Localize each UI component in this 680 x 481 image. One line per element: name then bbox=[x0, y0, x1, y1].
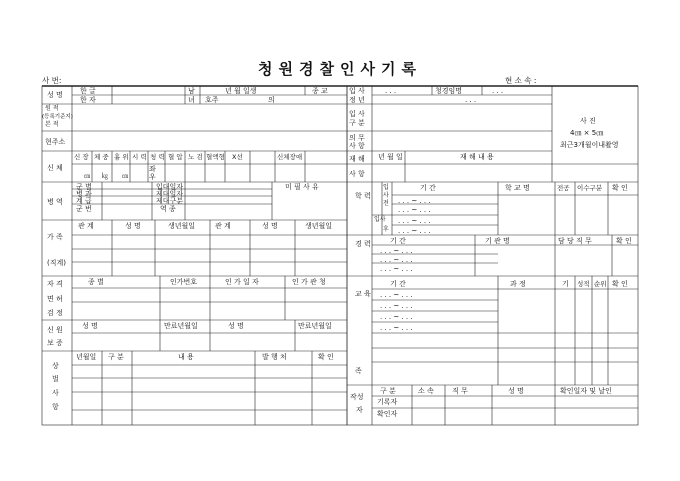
body-col-height: 신 장 bbox=[74, 153, 89, 161]
body-col-urine: 노 검 bbox=[188, 153, 203, 161]
unit-cm: ㎝ bbox=[84, 173, 91, 180]
edu-side-2: 사 bbox=[383, 192, 389, 199]
body-col-disability: 신체장애 bbox=[277, 153, 303, 161]
license-col-office: 인 가 관 청 bbox=[292, 278, 326, 286]
family-head-label: 호주 bbox=[205, 96, 219, 104]
writer-col-name: 성 명 bbox=[508, 387, 524, 395]
eye-right: 우 bbox=[149, 173, 156, 181]
writer-row-recorder: 기록자 bbox=[377, 398, 398, 406]
family-label: 가 족 bbox=[47, 233, 63, 241]
unit-kg: ㎏ bbox=[102, 173, 109, 180]
photo-size: 4㎝ × 5㎝ bbox=[570, 129, 604, 137]
career-label-1: 경 력 bbox=[355, 240, 371, 248]
family-col-relation-2: 관 계 bbox=[215, 222, 231, 230]
military-branch: 군 별 bbox=[76, 183, 92, 191]
training-dots-4: . . . ~ . . . bbox=[380, 324, 413, 332]
hire-date-label: 입 사 bbox=[349, 87, 365, 95]
license-label-2: 면 허 bbox=[47, 295, 63, 303]
body-col-bp: 혈 압 bbox=[168, 153, 183, 161]
military-label: 병 역 bbox=[47, 198, 63, 206]
korean-name-label: 한 글 bbox=[80, 87, 96, 95]
retire-label: 정 년 bbox=[349, 96, 365, 104]
hire-type-label-1: 입 사 bbox=[349, 110, 365, 118]
disaster-label-1: 재 해 bbox=[349, 155, 365, 163]
edu-col-confirm: 확 인 bbox=[612, 184, 628, 192]
license-col-type: 종 별 bbox=[88, 278, 104, 286]
address-label: 현주소 bbox=[45, 138, 66, 146]
body-col-xray: X선 bbox=[232, 153, 243, 161]
writer-label-1: 작성 bbox=[350, 393, 364, 401]
training-col-period: 기 간 bbox=[390, 280, 406, 288]
guarantor-col-name-2: 성 명 bbox=[228, 322, 244, 330]
edu-col-school: 학 교 명 bbox=[505, 184, 530, 192]
discharge-date: 제대일자 bbox=[156, 190, 184, 198]
retire-dots: . . . bbox=[465, 96, 477, 104]
family-sub-label: (직계) bbox=[47, 259, 66, 267]
photo-label: 사 진 bbox=[580, 117, 596, 125]
registry-label-3: 본 적 bbox=[45, 121, 59, 128]
registry-label-1: 원 적 bbox=[45, 105, 59, 112]
career-dots-1: . . . ~ . . . bbox=[380, 247, 413, 255]
religion-label: 종 교 bbox=[312, 87, 328, 95]
military-number: 군 번 bbox=[76, 205, 92, 213]
edu-dots-4: . . . ~ . . . bbox=[398, 227, 431, 235]
career-col-org: 기 관 명 bbox=[485, 237, 510, 245]
awards-col-issuer: 발 행 처 bbox=[262, 353, 287, 361]
career-dots-3: . . . ~ . . . bbox=[380, 265, 413, 273]
career-col-period: 기 간 bbox=[390, 237, 406, 245]
license-label-3: 검 정 bbox=[47, 309, 63, 317]
name-label: 성 명 bbox=[47, 91, 63, 99]
family-col-name: 성 명 bbox=[125, 222, 141, 230]
body-label: 신 체 bbox=[47, 164, 63, 172]
writer-label-2: 자 bbox=[356, 406, 363, 414]
employee-number-label: 사 번: bbox=[42, 76, 62, 85]
awards-col-type: 구 분 bbox=[108, 353, 124, 361]
training-col-term: 기 bbox=[562, 280, 569, 288]
enlist-date: 입대일자 bbox=[156, 183, 184, 191]
disaster-col-date: 년 월 일 bbox=[378, 153, 403, 161]
hire-type-label-2: 구 분 bbox=[349, 119, 365, 127]
edu-col-major: 전공 bbox=[557, 184, 570, 192]
writer-col-dept: 소 속 bbox=[418, 387, 434, 395]
awards-col-content: 내 용 bbox=[178, 353, 194, 361]
awards-label-3: 사 bbox=[52, 389, 59, 397]
awards-col-confirm: 확 인 bbox=[318, 353, 334, 361]
appoint-dots: . . . bbox=[492, 87, 504, 95]
edu-dots-1: . . . ~ . . . bbox=[398, 197, 431, 205]
appoint-label: 청경임명 bbox=[435, 87, 463, 95]
birth-label: 년 월 일생 bbox=[225, 87, 257, 95]
photo-note: 최근3개월이내촬영 bbox=[560, 141, 619, 149]
writer-row-checker: 확인자 bbox=[377, 410, 398, 418]
disaster-col-content: 재 해 내 용 bbox=[460, 153, 494, 161]
military-arm: 병 과 bbox=[76, 190, 92, 198]
family-right-label: 족 bbox=[355, 367, 362, 375]
gender-female-label: 녀 bbox=[188, 96, 195, 104]
military-rank: 계 급 bbox=[76, 197, 92, 205]
career-col-confirm: 확 인 bbox=[616, 237, 632, 245]
hire-date-dots: . . . bbox=[385, 87, 397, 95]
guarantor-col-expire: 만료년월일 bbox=[164, 322, 198, 330]
family-col-birth-2: 생년월일 bbox=[305, 222, 333, 230]
service-type: 역 종 bbox=[160, 205, 176, 213]
training-dots-3: . . . ~ . . . bbox=[380, 313, 413, 321]
edu-side-3: 전 bbox=[383, 200, 389, 207]
guarantor-col-expire-2: 만료년월일 bbox=[298, 322, 332, 330]
gender-male-label: 남 bbox=[188, 87, 195, 95]
training-dots-2: . . . ~ . . . bbox=[380, 302, 413, 310]
license-label-1: 자 격 bbox=[47, 280, 63, 288]
body-col-hearing: 청 력 bbox=[150, 153, 165, 161]
license-col-date: 인 가 일 자 bbox=[225, 278, 259, 286]
writer-col-type: 구 분 bbox=[380, 387, 396, 395]
training-col-confirm: 확 인 bbox=[612, 280, 628, 288]
edu-dots-2: . . . ~ . . . bbox=[398, 206, 431, 214]
training-col-course: 과 정 bbox=[510, 280, 526, 288]
awards-label-4: 항 bbox=[52, 403, 59, 411]
career-dots-2: . . . ~ . . . bbox=[380, 256, 413, 264]
edu-side-5: 후 bbox=[383, 226, 389, 233]
awards-label-1: 상 bbox=[52, 362, 59, 370]
edu-dots-3: . . . ~ . . . bbox=[398, 217, 431, 225]
exempt-reason: 미 필 사 유 bbox=[285, 183, 319, 191]
body-col-chest: 흉 위 bbox=[114, 153, 129, 161]
body-col-weight: 체 중 bbox=[94, 153, 109, 161]
duty-label-1: 의 무 bbox=[349, 134, 365, 142]
writer-col-date: 확인일자 및 날인 bbox=[560, 387, 612, 395]
disaster-label-2: 사 항 bbox=[349, 170, 365, 178]
affiliation-label: 현 소 속 : bbox=[505, 76, 537, 85]
training-col-rank: 순위 bbox=[594, 280, 607, 288]
edu-col-complete: 이수구분 bbox=[577, 184, 603, 192]
awards-col-date: 년월일 bbox=[76, 353, 97, 361]
family-col-relation: 관 계 bbox=[78, 222, 94, 230]
body-col-vision: 시 력 bbox=[132, 153, 147, 161]
family-col-name-2: 성 명 bbox=[262, 222, 278, 230]
discharge-type: 제대구분 bbox=[156, 197, 184, 205]
edu-side-1: 입 bbox=[383, 184, 389, 191]
career-col-duty: 담 당 직 무 bbox=[558, 237, 592, 245]
guarantor-label-2: 보 증 bbox=[47, 339, 63, 347]
relation-label: 의 bbox=[268, 96, 275, 104]
body-col-blood: 혈액형 bbox=[206, 153, 225, 161]
eye-left: 좌 bbox=[149, 165, 156, 173]
family-col-birth: 생년월일 bbox=[168, 222, 196, 230]
unit-cm-2: ㎝ bbox=[122, 173, 129, 180]
training-dots-1: . . . ~ . . . bbox=[380, 291, 413, 299]
training-col-grade: 성적 bbox=[577, 280, 590, 288]
document-title: 청원경찰인사기록 bbox=[258, 60, 422, 78]
guarantor-col-name: 성 명 bbox=[82, 322, 98, 330]
registry-label-2: (등록기준지) bbox=[42, 114, 73, 120]
hanja-name-label: 한 자 bbox=[80, 96, 96, 104]
edu-col-period: 기 간 bbox=[420, 184, 436, 192]
edu-label-1: 학 력 bbox=[355, 192, 371, 200]
training-label: 교 육 bbox=[355, 290, 371, 298]
license-col-no: 인가번호 bbox=[170, 278, 198, 286]
writer-col-duty: 직 무 bbox=[452, 387, 468, 395]
awards-label-2: 벌 bbox=[52, 375, 59, 383]
edu-side-4: 입사 bbox=[374, 216, 386, 223]
guarantor-label-1: 신 원 bbox=[47, 326, 63, 334]
duty-label-2: 사 항 bbox=[349, 142, 365, 150]
